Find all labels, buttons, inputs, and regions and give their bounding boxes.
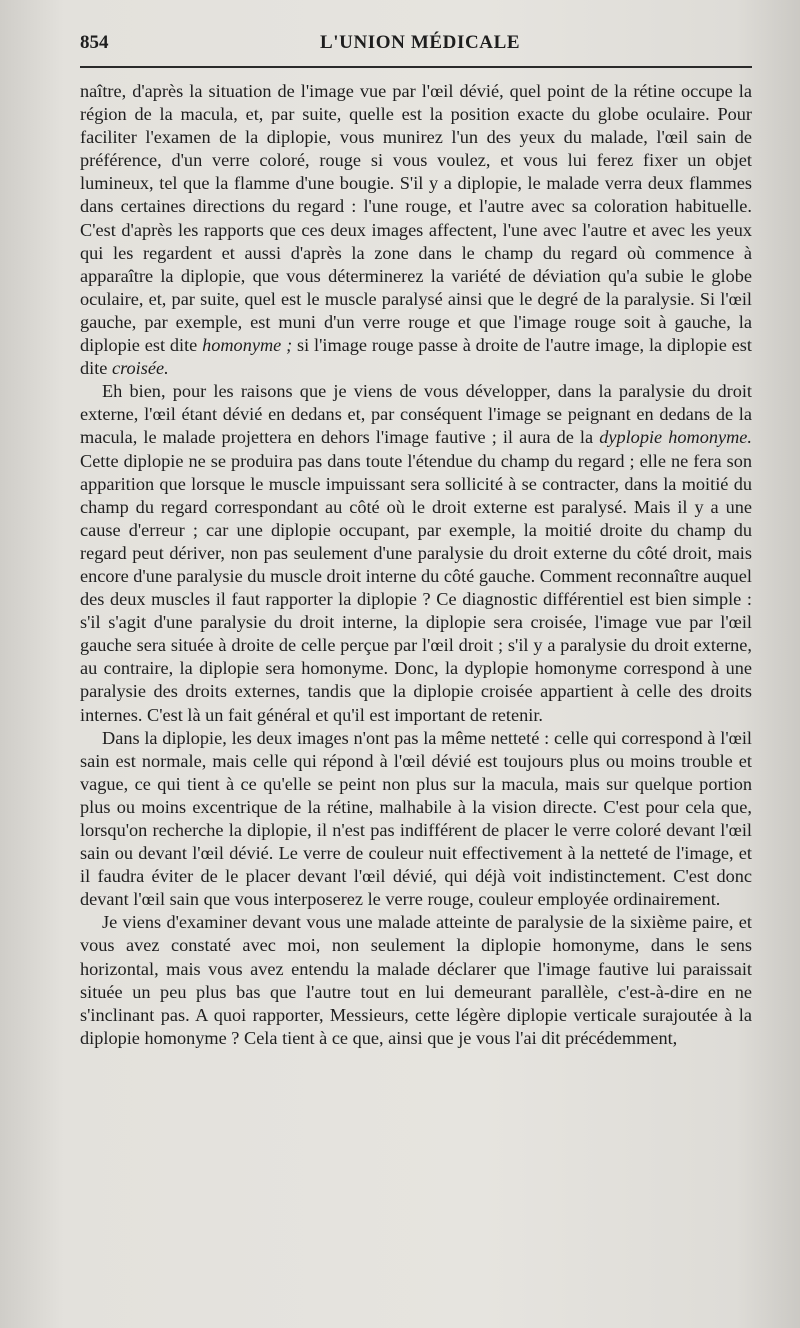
page-number: 854 <box>80 32 109 53</box>
paragraph-4 <box>80 911 752 1050</box>
text-run: Cette diplopie ne se produira pas dans toute l'étendue du champ du regard ; elle ne fera son apparition que lorsque le muscle impuissant sera sollicité à se contracter, dans la moitié du champ du regard correspondant au côté où le droit externe est paralysé. Mais il y a une cause d'erreur ; car une diplopie occupant, par exemple, la moitié droite du champ du regard peut dériver, non pas seulement d'une paralysie du droit externe du côté droit, mais encore d'une paralysie du muscle droit interne du côté gauche. Comment reconnaître auquel des deux muscles il faut rapporter la diplopie ? Ce diagnostic différentiel est bien simple : s'il s'agit d'une paralysie du droit interne, la diplopie sera croisée, l'image vue par l'œil gauche sera située à droite de celle perçue par l'œil droit ; s'il y a paralysie du droit externe, au contraire, la diplopie sera homonyme. Donc, la dyplopie homonyme correspond à une paralysie des droits externes, tandis que la diplopie croisée appartient à celle des droits internes. C'est là un fait général et qu'il est important de retenir. <box>80 450 752 725</box>
italic-term: homonyme ; <box>202 335 293 356</box>
paragraph-1 <box>80 80 752 380</box>
running-title: L'UNION MÉDICALE <box>320 32 521 53</box>
italic-term: dyplopie homonyme. <box>599 427 752 448</box>
text-run: naître, d'après la situation de l'image vue par l'œil dévié, quel point de la rétine occupe la région de la macula, et, par suite, quelle est la position exacte du globe oculaire. Pour faciliter l'examen de la diplopie, vous munirez l'un des yeux du malade, l'œil sain de préférence, d'un verre coloré, rouge si vous voulez, et vous lui ferez fixer un objet lumineux, tel que la flamme d'une bougie. S'il y a diplopie, le malade verra deux flammes dans certaines directions du regard : l'une rouge, et l'autre avec sa coloration habituelle. C'est d'après les rapports que ces deux images affectent, l'une avec l'autre et avec les yeux qui les regardent et aussi d'après la zone dans le champ du regard où commence à apparaître la diplopie, que vous déterminerez la variété de déviation qu'a subie le globe oculaire, et, par suite, quel est le muscle paralysé ainsi que le degré de la paralysie. Si l'œil gauche, par exemple, est muni d'un verre rouge et que l'image rouge soit à gauche, la diplopie est dite <box>80 81 752 356</box>
text-run: Je viens d'examiner devant vous une malade atteinte de paralysie de la sixième paire, et vous avez constaté avec moi, non seulement la diplopie homonyme, dans le sens horizontal, mais vous avez entendu la malade déclarer que l'image fautive lui paraissait située un peu plus bas que l'autre tout en lui demeurant parallèle, c'est-à-dire en ne s'inclinant pas. A quoi rapporter, Messieurs, cette légère diplopie verticale surajoutée à la diplopie homonyme ? Cela tient à ce que, ainsi que je vous l'ai dit précédemment, <box>80 912 752 1048</box>
text-run: si l'image rouge passe à droite de l'autre image, la diplopie est dite <box>80 335 752 379</box>
italic-term: croisée. <box>111 358 169 379</box>
paragraph-3 <box>80 727 752 912</box>
text-run: Dans la diplopie, les deux images n'ont pas la même netteté : celle qui correspond à l'œil sain est normale, mais celle qui répond à l'œil dévié est toujours plus ou moins trouble et vague, ce qui tient à ce qu'elle se peint non plus sur la macula, mais sur quelque portion plus ou moins excentrique de la rétine, malhabile à la vision directe. C'est pour cela que, lorsqu'on recherche la diplopie, il n'est pas indifférent de placer le verre coloré devant l'œil sain ou devant l'œil dévié. Le verre de couleur nuit effectivement à la netteté de l'image, et il faudra éviter de le placer devant l'œil dévié, qui déjà voit indistinctement. C'est donc devant l'œil sain que vous interposerez le verre rouge, couleur employée ordinairement. <box>80 727 752 910</box>
body-text <box>80 80 752 1050</box>
page-header <box>80 30 750 58</box>
header-rule <box>80 66 752 68</box>
paragraph-2 <box>80 380 752 726</box>
text-run: Eh bien, pour les raisons que je viens de vous développer, dans la paralysie du droit externe, l'œil étant dévié en dedans et, par conséquent l'image se peignant en dedans de la macula, le malade projettera en dehors l'image fautive ; il aura de la <box>80 381 752 448</box>
